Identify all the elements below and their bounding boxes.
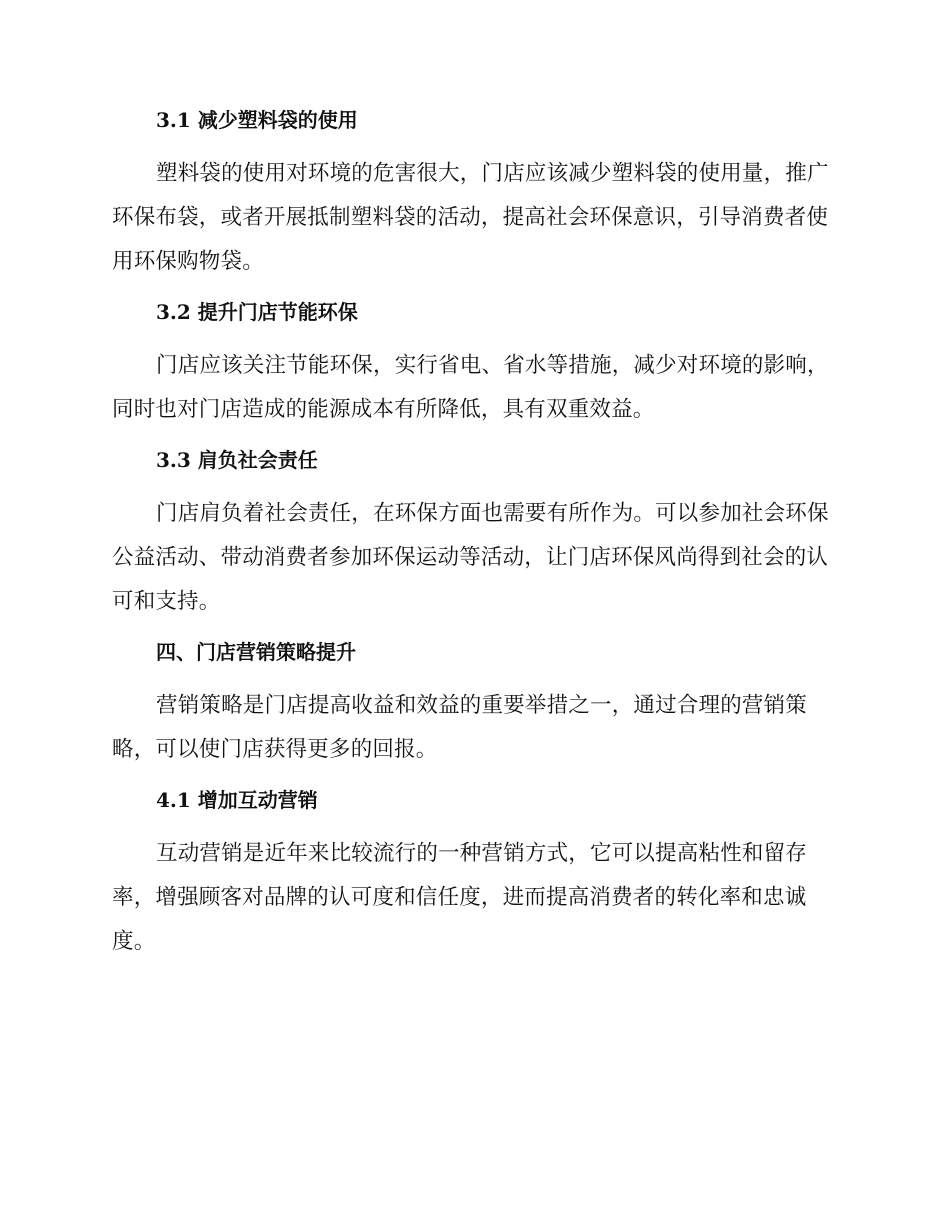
section-heading-3-3: 3.3 肩负社会责任 xyxy=(156,448,318,472)
section-paragraph-4-1 xyxy=(112,832,834,964)
section-heading-4: 四、门店营销策略提升 xyxy=(156,640,356,664)
paragraph-line: 环保布袋，或者开展抵制塑料袋的活动，提高社会环保意识，引导消费者使 xyxy=(112,205,829,230)
paragraph-line: 公益活动、带动消费者参加环保运动等活动，让门店环保风尚得到社会的认 xyxy=(112,545,829,570)
section-paragraph-3-1 xyxy=(112,152,834,284)
paragraph-line: 度。 xyxy=(112,929,156,954)
paragraph-line: 用环保购物袋。 xyxy=(112,249,264,274)
paragraph-line: 互动营销是近年来比较流行的一种营销方式，它可以提高粘性和留存 xyxy=(156,841,808,866)
paragraph-line: 塑料袋的使用对环境的危害很大，门店应该减少塑料袋的使用量，推广 xyxy=(156,161,829,186)
paragraph-line: 率，增强顾客对品牌的认可度和信任度，进而提高消费者的转化率和忠诚 xyxy=(112,885,807,910)
section-paragraph-4 xyxy=(112,684,834,772)
paragraph-line: 营销策略是门店提高收益和效益的重要举措之一，通过合理的营销策 xyxy=(156,693,808,718)
paragraph-line: 门店肩负着社会责任，在环保方面也需要有所作为。可以参加社会环保 xyxy=(156,501,829,526)
paragraph-line: 同时也对门店造成的能源成本有所降低，具有双重效益。 xyxy=(112,397,655,422)
paragraph-line: 略，可以使门店获得更多的回报。 xyxy=(112,737,438,762)
document-page xyxy=(112,105,834,977)
section-paragraph-3-2 xyxy=(112,344,834,432)
paragraph-line: 可和支持。 xyxy=(112,589,221,614)
section-heading-3-1: 3.1 减少塑料袋的使用 xyxy=(156,108,358,132)
section-heading-4-1: 4.1 增加互动营销 xyxy=(156,788,318,812)
paragraph-line: 门店应该关注节能环保，实行省电、省水等措施，减少对环境的影响， xyxy=(156,353,829,378)
section-heading-3-2: 3.2 提升门店节能环保 xyxy=(156,300,358,324)
section-paragraph-3-3 xyxy=(112,492,834,624)
